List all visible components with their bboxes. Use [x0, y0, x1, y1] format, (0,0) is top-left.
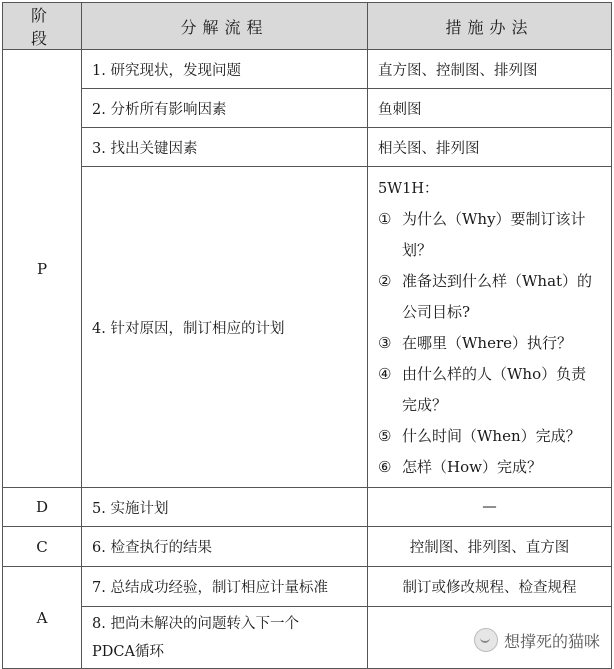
process-line-1: 8. 把尚未解决的问题转入下一个 [92, 615, 299, 632]
process-cell: 7. 总结成功经验，制订相应计量标准 [82, 567, 368, 607]
wechat-avatar-icon [474, 628, 498, 652]
stage-cell-d: D [3, 488, 82, 527]
list-item [378, 266, 601, 328]
table-row [3, 567, 612, 607]
process-cell: 6. 检查执行的结果 [82, 527, 368, 567]
circled-number: ④ [378, 364, 392, 383]
list-item-text: 在哪里（Where）执行？ [402, 333, 573, 352]
circled-number: ① [378, 209, 392, 228]
header-row [3, 3, 612, 50]
method-cell-5w1h [368, 167, 612, 488]
process-cell: 4. 针对原因，制订相应的计划 [82, 167, 368, 488]
circled-number: ③ [378, 333, 392, 352]
method-cell: 制订或修改规程、检查规程 [368, 567, 612, 607]
table-row [3, 527, 612, 567]
method-cell: — [368, 488, 612, 527]
process-cell: 3. 找出关键因素 [82, 128, 368, 167]
list-item-text: 为什么（Why）要制订该计划？ [402, 209, 586, 259]
header-process: 分解流程 [82, 3, 368, 50]
watermark [474, 628, 600, 652]
list-item [378, 204, 601, 266]
table-row [3, 89, 612, 128]
process-line-2: PDCA循环 [92, 643, 164, 660]
list-item-text: 由什么样的人（Who）负责完成？ [402, 364, 587, 414]
circled-number: ⑥ [378, 457, 392, 476]
process-cell: 1. 研究现状，发现问题 [82, 50, 368, 89]
table-row [3, 50, 612, 89]
list-item [378, 421, 601, 452]
method-cell: 鱼刺图 [368, 89, 612, 128]
stage-cell-p: P [3, 50, 82, 488]
stage-cell-a: A [3, 567, 82, 669]
list-item-text: 准备达到什么样（What）的公司目标? [402, 271, 593, 321]
watermark-text: 想撑死的猫咪 [503, 631, 600, 651]
list-item-text: 什么时间（When）完成？ [402, 426, 581, 445]
circled-number: ⑤ [378, 426, 392, 445]
method-cell: 相关图、排列图 [368, 128, 612, 167]
five-w-one-h-title: 5W1H： [378, 180, 439, 197]
pdca-table [2, 2, 612, 669]
table-row [3, 488, 612, 527]
list-item [378, 452, 601, 483]
header-method: 措施办法 [368, 3, 612, 50]
list-item [378, 359, 601, 421]
table-row [3, 128, 612, 167]
list-item-text: 怎样（How）完成？ [402, 457, 542, 476]
process-cell-two-line [82, 607, 368, 669]
circled-number: ② [378, 271, 392, 290]
stage-cell-c: C [3, 527, 82, 567]
method-cell: 控制图、排列图、直方图 [368, 527, 612, 567]
table-row [3, 167, 612, 488]
process-cell: 2. 分析所有影响因素 [82, 89, 368, 128]
header-stage: 阶 段 [3, 3, 82, 50]
method-cell: 直方图、控制图、排列图 [368, 50, 612, 89]
five-w-one-h-list [378, 168, 601, 487]
process-cell: 5. 实施计划 [82, 488, 368, 527]
list-item [378, 328, 601, 359]
